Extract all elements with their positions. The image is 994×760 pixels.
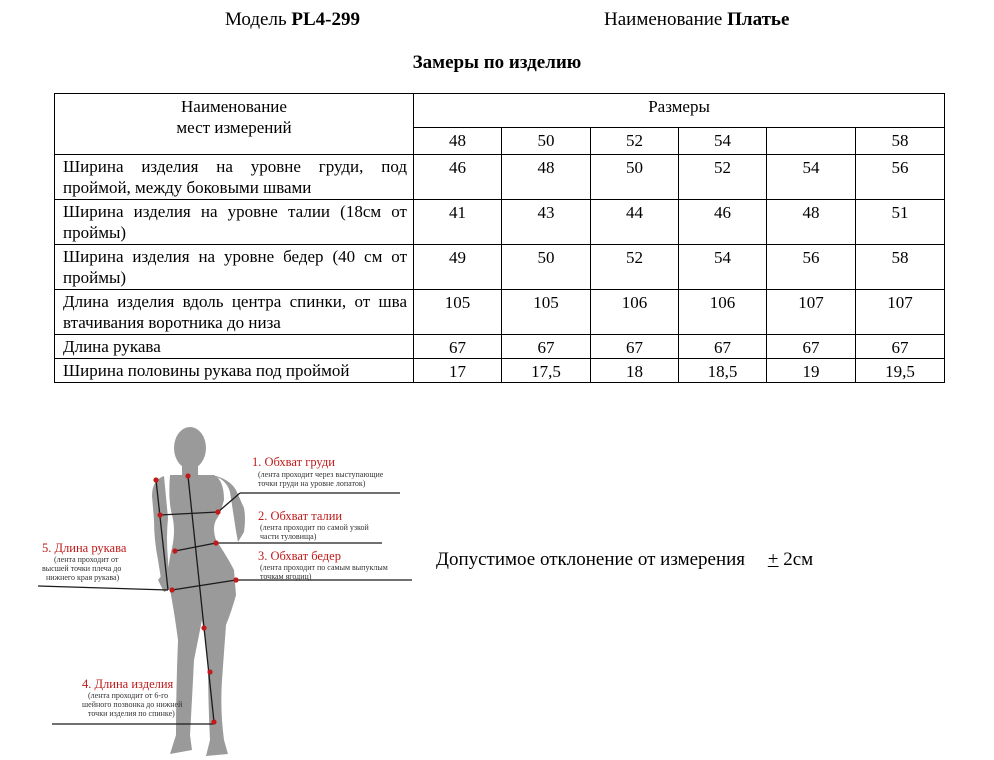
- sizes-header: Размеры: [414, 94, 945, 128]
- table-cell: 67: [856, 335, 945, 359]
- annotation-note: (лента проходит через выступающие: [258, 470, 384, 479]
- table-cell: 19,5: [856, 359, 945, 383]
- annotation-note: (лента проходит от: [54, 555, 119, 564]
- table-cell: 54: [679, 245, 767, 290]
- table-cell: 54: [767, 155, 856, 200]
- model-heading: [225, 9, 360, 31]
- row-label: Ширина половины рукава под проймой: [55, 359, 414, 383]
- table-row: [55, 335, 945, 359]
- table-cell: 17,5: [502, 359, 591, 383]
- measurement-name-header-line1: Наименование: [181, 97, 287, 116]
- measurements-table: [54, 93, 945, 383]
- annotation-title: 5. Длина рукава: [42, 541, 127, 555]
- annotation-note: высшей точки плеча до: [42, 564, 122, 573]
- table-row: [55, 290, 945, 335]
- model-label: Модель: [225, 9, 287, 30]
- product-name-heading: [604, 9, 789, 31]
- table-cell: 67: [591, 335, 679, 359]
- table-cell: 41: [414, 200, 502, 245]
- table-cell: 106: [591, 290, 679, 335]
- annotation-note: (лента проходит от 6-го: [88, 691, 169, 700]
- table-row: [55, 200, 945, 245]
- annotation-sleeve-length: [42, 541, 127, 582]
- table-cell: 43: [502, 200, 591, 245]
- annotation-hips: [258, 549, 388, 581]
- annotation-waist: [258, 509, 369, 541]
- model-value: PL4-299: [291, 9, 360, 30]
- row-label: Ширина изделия на уровне груди, под проймой, между боковыми швами: [55, 155, 414, 200]
- table-cell: 107: [767, 290, 856, 335]
- table-cell: 44: [591, 200, 679, 245]
- row-label: Длина рукава: [55, 335, 414, 359]
- table-cell: 52: [679, 155, 767, 200]
- annotation-title: 3. Обхват бедер: [258, 549, 341, 563]
- annotation-title: 1. Обхват груди: [252, 455, 335, 469]
- tolerance-note: [436, 549, 813, 571]
- size-header-cell: 50: [502, 128, 591, 155]
- row-label: Ширина изделия на уровне бедер (40 см от проймы): [55, 245, 414, 290]
- tolerance-value: 2см: [783, 549, 814, 570]
- table-cell: 67: [414, 335, 502, 359]
- table-cell: 50: [502, 245, 591, 290]
- table-cell: 46: [414, 155, 502, 200]
- size-header-cell: [767, 128, 856, 155]
- table-cell: 17: [414, 359, 502, 383]
- annotation-note: нижнего края рукава): [46, 573, 120, 582]
- size-header-cell: 54: [679, 128, 767, 155]
- table-cell: 105: [502, 290, 591, 335]
- annotation-note: точки изделия по спинке): [88, 709, 175, 718]
- table-title: Замеры по изделию: [412, 52, 582, 73]
- table-cell: 107: [856, 290, 945, 335]
- annotation-note: точкам ягодиц): [260, 572, 312, 581]
- table-row: [55, 245, 945, 290]
- annotation-note: (лента проходит по самой узкой: [260, 523, 369, 532]
- measurement-name-header: [55, 94, 414, 155]
- row-label: Длина изделия вдоль центра спинки, от шва втачивания воротника до низа: [55, 290, 414, 335]
- table-cell: 49: [414, 245, 502, 290]
- table-row: [55, 359, 945, 383]
- name-value: Платье: [727, 9, 790, 30]
- table-cell: 56: [767, 245, 856, 290]
- annotation-note: точки груди на уровне лопаток): [258, 479, 366, 488]
- table-cell: 50: [591, 155, 679, 200]
- annotation-title: 4. Длина изделия: [82, 677, 174, 691]
- measurement-name-header-line2: мест измерений: [176, 118, 292, 137]
- row-label: Ширина изделия на уровне талии (18см от проймы): [55, 200, 414, 245]
- table-cell: 67: [502, 335, 591, 359]
- table-cell: 52: [591, 245, 679, 290]
- size-header-cell: 48: [414, 128, 502, 155]
- annotation-note: (лента проходит по самым выпуклым: [260, 563, 388, 572]
- table-cell: 58: [856, 245, 945, 290]
- table-cell: 106: [679, 290, 767, 335]
- table-cell: 48: [502, 155, 591, 200]
- table-cell: 105: [414, 290, 502, 335]
- size-header-cell: 52: [591, 128, 679, 155]
- measurement-figure: [30, 420, 430, 760]
- table-cell: 18: [591, 359, 679, 383]
- table-cell: 67: [679, 335, 767, 359]
- plus-minus-sign: +: [767, 549, 779, 570]
- annotation-garment-length: [82, 677, 183, 718]
- table-cell: 56: [856, 155, 945, 200]
- tolerance-text: Допустимое отклонение от измерения: [436, 549, 746, 570]
- table-cell: 18,5: [679, 359, 767, 383]
- size-header-cell: 58: [856, 128, 945, 155]
- annotation-note: шейного позвонка до нижней: [82, 700, 183, 709]
- table-cell: 67: [767, 335, 856, 359]
- table-cell: 48: [767, 200, 856, 245]
- name-label: Наименование: [604, 9, 723, 30]
- table-cell: 46: [679, 200, 767, 245]
- annotation-note: части туловища): [260, 532, 317, 541]
- annotation-title: 2. Обхват талии: [258, 509, 343, 523]
- table-row: [55, 155, 945, 200]
- table-cell: 51: [856, 200, 945, 245]
- table-cell: 19: [767, 359, 856, 383]
- annotation-bust: [252, 455, 384, 488]
